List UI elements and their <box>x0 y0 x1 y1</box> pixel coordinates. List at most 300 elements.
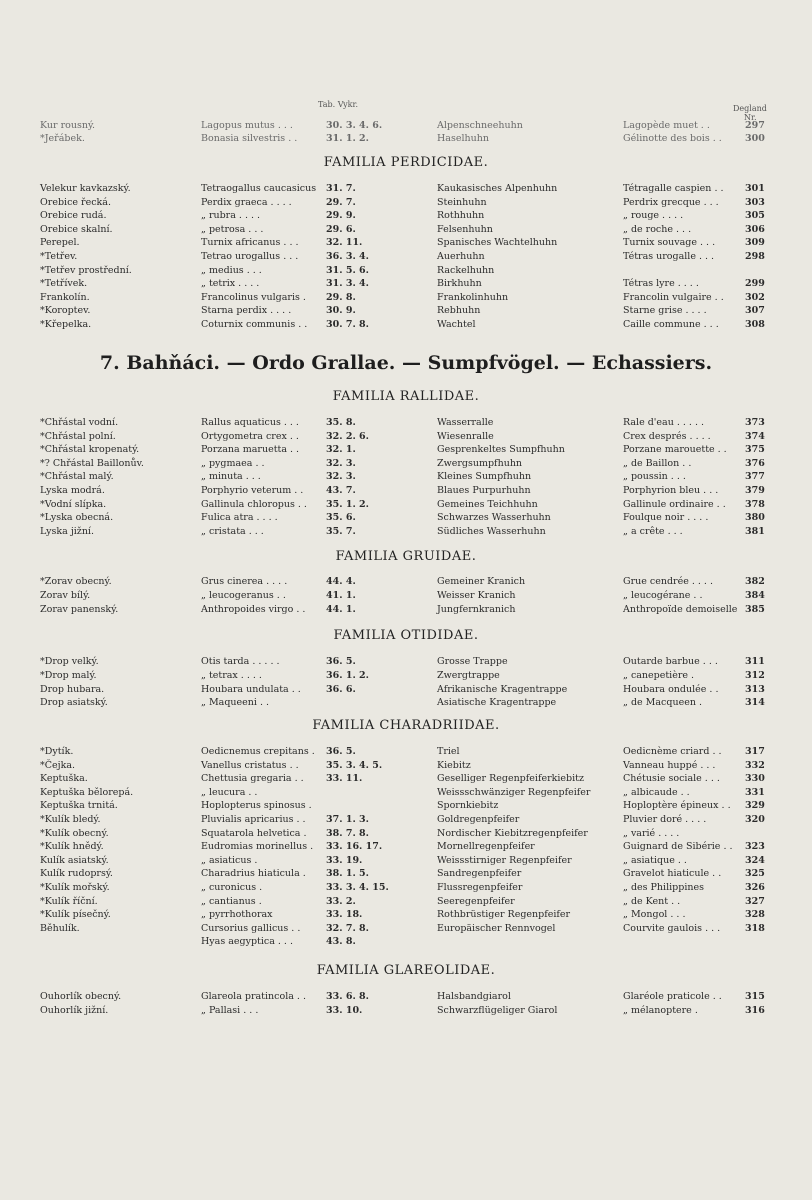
name-german: Weisser Kranich <box>437 589 516 601</box>
degland-number: 384 <box>745 589 765 601</box>
name-latin: „ asiaticus . <box>201 854 258 866</box>
table-row <box>0 854 812 867</box>
name-french: „ de Baillon . . <box>623 457 692 469</box>
name-french: „ des Philippines <box>623 882 704 893</box>
plate-ref: 36. 3. 4. <box>326 251 369 262</box>
table-row <box>0 772 812 785</box>
name-french: Glaréole praticole . . <box>623 991 722 1002</box>
section-title-rallidae: FAMILIA RALLIDAE. <box>332 389 480 404</box>
plate-ref: 33. 3. 4. 15. <box>326 882 389 893</box>
name-latin: „ cantianus . <box>201 895 262 907</box>
name-latin: Charadrius hiaticula . <box>201 868 306 880</box>
name-german: Wachtel <box>437 319 476 330</box>
name-german: Steinhuhn <box>437 196 487 208</box>
table-row <box>0 443 812 456</box>
name-latin: Glareola pratincola . . <box>201 991 306 1002</box>
name-french: „ de roche . . . <box>623 223 692 235</box>
plate-ref: 32. 11. <box>326 237 363 249</box>
plate-ref: 44. 1. <box>326 603 356 615</box>
name-german: Weissschwänziger Regenpfeifer <box>437 786 591 798</box>
degland-number: 327 <box>745 895 765 907</box>
name-french: „ a crête . . . <box>623 525 683 537</box>
degland-number: 329 <box>745 800 765 812</box>
name-cz: *Lyska obecná. <box>40 512 114 524</box>
name-cz: *Zorav obecný. <box>40 576 112 587</box>
name-cz: *Chřástal polní. <box>40 430 116 442</box>
name-german: Alpenschneehuhn <box>437 120 523 131</box>
name-latin: Houbara undulata . . <box>201 683 301 695</box>
table-row <box>0 223 812 236</box>
degland-number: 379 <box>745 485 765 496</box>
plate-ref: 35. 1. 2. <box>326 498 369 510</box>
table-row <box>0 511 812 524</box>
name-latin: Pluvialis apricarius . . <box>201 814 306 825</box>
name-latin: Eudromias morinellus . <box>201 841 314 853</box>
degland-number: 305 <box>745 210 765 222</box>
name-latin: Hyas aegyptica . . . <box>201 936 293 948</box>
table-row <box>0 655 812 668</box>
name-german: Seeregenpfeifer <box>437 895 515 907</box>
name-cz: Kulík rudoprsý. <box>40 868 113 880</box>
name-german: Gesprenkeltes Sumpfhuhn <box>437 444 565 456</box>
plate-ref: 30. 7. 8. <box>326 319 369 330</box>
name-german: Mornellregenpfeifer <box>437 841 535 853</box>
degland-number: 326 <box>745 882 765 893</box>
plate-ref: 36. 6. <box>326 683 356 695</box>
name-french: Chétusie sociale . . . <box>623 773 720 785</box>
table-row <box>0 119 812 132</box>
name-french: Starne grise . . . . <box>623 305 707 317</box>
name-latin: „ petrosa . . . <box>201 223 264 235</box>
name-cz: *Drop malý. <box>40 669 97 681</box>
name-german: Rebhuhn <box>437 305 481 317</box>
name-cz: *Čejka. <box>40 759 76 771</box>
name-french: Grue cendrée . . . . <box>623 576 713 587</box>
table-row <box>0 867 812 880</box>
name-cz: *Chřástal malý. <box>40 471 114 483</box>
name-cz: Zorav panenský. <box>40 603 119 615</box>
table-row <box>0 683 812 696</box>
table-row <box>0 525 812 538</box>
degland-number: 376 <box>745 457 765 469</box>
name-latin: Starna perdix . . . . <box>201 305 292 317</box>
name-french: „ poussin . . . <box>623 471 686 483</box>
name-latin: „ curonicus . <box>201 882 263 893</box>
table-row <box>0 895 812 908</box>
name-cz: *Chřástal vodní. <box>40 417 119 428</box>
table-row <box>0 498 812 511</box>
name-latin: „ Maqueeni . . <box>201 697 270 709</box>
plate-ref: 33. 16. 17. <box>326 841 383 853</box>
name-german: Rackelhuhn <box>437 264 495 276</box>
name-french: „ mélanoptere . <box>623 1004 698 1016</box>
name-latin: Bonasia silvestris . . <box>201 132 298 144</box>
plate-ref: 29. 8. <box>326 291 356 303</box>
name-german: Schwarzes Wasserhuhn <box>437 512 551 524</box>
degland-header: Degland <box>733 104 767 113</box>
table-row <box>0 1004 812 1017</box>
table-row <box>0 470 812 483</box>
name-french: Oedicnème criard . . <box>623 746 722 757</box>
degland-number: 316 <box>745 1004 765 1016</box>
table-row <box>0 304 812 317</box>
name-german: Blaues Purpurhuhn <box>437 485 531 496</box>
name-german: Frankolinhuhn <box>437 291 509 303</box>
name-french: „ asiatique . . <box>623 854 687 866</box>
table-row <box>0 990 812 1003</box>
name-french: „ varié . . . . <box>623 827 680 839</box>
name-cz: *Tetřev prostřední. <box>40 264 132 276</box>
degland-number: 311 <box>745 656 765 667</box>
name-french: Porphyrion bleu . . . <box>623 485 719 496</box>
name-cz: *Jeřábek. <box>40 132 85 144</box>
degland-number: 317 <box>745 746 765 757</box>
table-row <box>0 457 812 470</box>
plate-ref: 44. 4. <box>326 576 356 587</box>
name-german: Asiatische Kragentrappe <box>437 697 557 709</box>
name-french: Hoploptère épineux . . <box>623 800 731 812</box>
degland-number: 307 <box>745 305 765 317</box>
name-latin: Vanellus cristatus . . <box>201 759 299 771</box>
name-french: Rale d'eau . . . . . <box>623 417 705 428</box>
name-latin: Otis tarda . . . . . <box>201 656 280 667</box>
name-cz: *Koroptev. <box>40 305 91 317</box>
name-cz: *Dytík. <box>40 746 74 757</box>
name-cz: *Vodní slípka. <box>40 498 107 510</box>
name-latin: „ tetrax . . . . <box>201 669 262 681</box>
name-french: „ de Macqueen . <box>623 697 702 709</box>
name-german: Haselhuhn <box>437 132 489 144</box>
name-latin: Gallinula chloropus . . <box>201 498 307 510</box>
name-german: Zwergtrappe <box>437 669 500 681</box>
plate-ref: 43. 8. <box>326 936 356 948</box>
name-cz: *Tetřívek. <box>40 278 88 290</box>
plate-ref: 43. 7. <box>326 485 356 496</box>
name-german: Spornkiebitz <box>437 800 499 812</box>
name-german: Weissstirniger Regenpfeifer <box>437 854 572 866</box>
name-latin: Turnix africanus . . . <box>201 237 299 249</box>
name-german: Kaukasisches Alpenhuhn <box>437 183 558 194</box>
name-german: Triel <box>437 746 460 757</box>
plate-ref: 33. 6. 8. <box>326 991 369 1002</box>
nr-header: Nr. <box>744 113 757 122</box>
name-french: Guignard de Sibérie . . <box>623 841 733 853</box>
degland-number: 328 <box>745 909 765 921</box>
plate-ref: 31. 1. 2. <box>326 132 369 144</box>
name-french: Tétras urogalle . . . <box>623 251 715 262</box>
name-german: Wasserralle <box>437 417 494 428</box>
name-french: Outarde barbue . . . <box>623 656 718 667</box>
name-cz: *Drop velký. <box>40 656 99 667</box>
name-german: Felsenhuhn <box>437 223 493 235</box>
name-german: Flussregenpfeifer <box>437 882 523 893</box>
name-german: Grosse Trappe <box>437 656 508 667</box>
degland-number: 377 <box>745 471 765 483</box>
name-latin: „ pygmaea . . <box>201 457 265 469</box>
plate-ref: 33. 19. <box>326 854 363 866</box>
table-row <box>0 250 812 263</box>
name-french: Gélinotte des bois . . <box>623 132 722 144</box>
name-german: Auerhuhn <box>437 251 485 262</box>
name-cz: *Kulík hnědý. <box>40 841 104 853</box>
name-german: Gemeiner Kranich <box>437 576 526 587</box>
name-french: Gravelot hiaticule . . <box>623 868 722 880</box>
plate-ref: 31. 3. 4. <box>326 278 369 290</box>
name-latin: Porzana maruetta . . <box>201 444 300 456</box>
plate-ref: 36. 5. <box>326 746 356 757</box>
degland-number: 306 <box>745 223 765 235</box>
name-german: Jungfernkranich <box>437 603 516 615</box>
name-latin: „ leucogeranus . . <box>201 589 286 601</box>
degland-number: 375 <box>745 444 765 456</box>
name-french: „ canepetière . <box>623 669 695 681</box>
table-row <box>0 603 812 616</box>
degland-number: 382 <box>745 576 765 587</box>
name-german: Rothbrüstiger Regenpfeifer <box>437 909 571 921</box>
name-latin: „ tetrix . . . . <box>201 278 260 290</box>
plate-ref: 32. 3. <box>326 471 356 483</box>
name-latin: Cursorius gallicus . . <box>201 922 301 934</box>
name-cz: Orebice rudá. <box>40 210 107 222</box>
name-cz: Velekur kavkazský. <box>40 183 131 194</box>
plate-ref: 41. 1. <box>326 589 356 601</box>
name-french: „ rouge . . . . <box>623 210 684 222</box>
table-row <box>0 416 812 429</box>
name-french: Houbara ondulée . . <box>623 683 719 695</box>
name-german: Nordischer Kiebitzregenpfeifer <box>437 827 588 839</box>
name-latin: Lagopus mutus . . . <box>201 120 293 131</box>
name-latin: „ medius . . . <box>201 264 262 276</box>
name-latin: „ pyrrhothorax <box>201 909 273 921</box>
name-cz: Lyska modrá. <box>40 485 105 496</box>
name-french: Crex després . . . . <box>623 430 711 442</box>
table-row <box>0 922 812 935</box>
table-row <box>0 745 812 758</box>
table-row <box>0 908 812 921</box>
name-french: Foulque noir . . . . <box>623 512 709 524</box>
degland-number: 325 <box>745 868 765 880</box>
table-row <box>0 209 812 222</box>
name-french: Porzane marouette . . <box>623 444 727 456</box>
table-row <box>0 484 812 497</box>
table-row <box>0 291 812 304</box>
degland-number: 302 <box>745 291 765 303</box>
name-latin: Rallus aquaticus . . . <box>201 417 299 428</box>
degland-number: 378 <box>745 498 765 510</box>
table-row <box>0 318 812 331</box>
name-latin: Anthropoides virgo . . <box>201 603 306 615</box>
table-row <box>0 264 812 277</box>
degland-number: 331 <box>745 786 765 798</box>
degland-number: 312 <box>745 669 765 681</box>
degland-number: 385 <box>745 603 765 615</box>
degland-number: 308 <box>745 319 765 330</box>
table-row <box>0 575 812 588</box>
name-french: „ de Kent . . <box>623 895 681 907</box>
name-cz: Orebice řecká. <box>40 196 111 208</box>
plate-ref: 33. 2. <box>326 895 356 907</box>
name-cz: Frankolín. <box>40 291 90 303</box>
name-german: Birkhuhn <box>437 278 482 290</box>
name-cz: *Kulík říční. <box>40 895 98 907</box>
name-latin: Chettusia gregaria . . <box>201 773 304 785</box>
name-german: Gemeines Teichhuhn <box>437 498 538 510</box>
name-german: Goldregenpfeifer <box>437 814 520 825</box>
name-cz: Lyska jižní. <box>40 525 94 537</box>
plate-ref: 31. 5. 6. <box>326 264 369 276</box>
plate-ref: 37. 1. 3. <box>326 814 369 825</box>
name-cz: *Kulík bledý. <box>40 814 101 825</box>
name-cz: Kulík asiatský. <box>40 854 109 866</box>
tab-header: Tab. Vykr. <box>318 100 358 109</box>
name-german: Wiesenralle <box>437 430 494 442</box>
name-german: Europäischer Rennvogel <box>437 922 556 934</box>
plate-ref: 29. 6. <box>326 223 356 235</box>
table-row <box>0 196 812 209</box>
name-latin: Coturnix communis . . <box>201 319 308 330</box>
degland-number: 301 <box>745 183 765 194</box>
section-title-glareolidae: FAMILIA GLAREOLIDAE. <box>316 963 496 978</box>
order-heading: 7. Bahňáci. — Ordo Grallae. — Sumpfvögel. — Echassiers. <box>99 352 713 374</box>
plate-ref: 29. 7. <box>326 196 356 208</box>
name-french: Tétras lyre . . . . <box>623 278 699 290</box>
plate-ref: 33. 18. <box>326 909 363 921</box>
plate-ref: 29. 9. <box>326 210 356 222</box>
degland-number: 300 <box>745 132 765 144</box>
plate-ref: 32. 3. <box>326 457 356 469</box>
name-german: Geselliger Regenpfeiferkiebitz <box>437 773 584 785</box>
name-french: Francolin vulgaire . . <box>623 291 724 303</box>
degland-number: 323 <box>745 841 765 853</box>
plate-ref: 38. 7. 8. <box>326 827 369 839</box>
name-cz: *Kulík mořský. <box>40 882 110 893</box>
name-german: Südliches Wasserhuhn <box>437 525 546 537</box>
degland-number: 309 <box>745 237 765 249</box>
name-cz: *Křepelka. <box>40 319 92 330</box>
name-cz: Orebice skalní. <box>40 223 113 235</box>
table-row <box>0 813 812 826</box>
table-row <box>0 840 812 853</box>
name-latin: Fulica atra . . . . <box>201 512 278 524</box>
degland-number: 298 <box>745 251 765 262</box>
degland-number: 315 <box>745 991 765 1002</box>
table-row <box>0 827 812 840</box>
name-cz: *Kulík písečný. <box>40 909 111 921</box>
name-latin: Tetraogallus caucasicus <box>201 183 317 194</box>
plate-ref: 30. 9. <box>326 305 356 317</box>
name-french: Perdrix grecque . . . <box>623 196 719 208</box>
name-french: Lagopède muet . . <box>623 120 710 131</box>
table-row <box>0 430 812 443</box>
degland-number: 303 <box>745 196 765 208</box>
table-row <box>0 799 812 812</box>
table-row <box>0 132 812 145</box>
degland-number: 332 <box>745 759 765 771</box>
table-row <box>0 589 812 602</box>
name-latin: „ cristata . . . <box>201 525 264 537</box>
name-german: Halsbandgiarol <box>437 991 511 1002</box>
name-latin: Francolinus vulgaris . <box>201 291 306 303</box>
name-cz: Keptuška bělorepá. <box>40 786 134 798</box>
name-latin: Porphyrio veterum . . <box>201 485 304 496</box>
plate-ref: 32. 1. <box>326 444 356 456</box>
name-french: „ leucogérane . . <box>623 589 703 601</box>
table-row <box>0 182 812 195</box>
table-row <box>0 236 812 249</box>
section-title-gruidae: FAMILIA GRUIDAE. <box>335 549 477 564</box>
table-row <box>0 696 812 709</box>
plate-ref: 38. 1. 5. <box>326 868 369 880</box>
name-cz: Zorav bílý. <box>40 589 91 601</box>
name-cz: *? Chřástal Baillonův. <box>40 457 144 469</box>
name-latin: Tetrao urogallus . . . <box>201 251 299 262</box>
section-title-charadriidae: FAMILIA CHARADRIIDAE. <box>312 718 500 733</box>
name-latin: Hoplopterus spinosus . <box>201 800 312 812</box>
name-cz: Perepel. <box>40 237 80 249</box>
degland-number: 380 <box>745 512 765 524</box>
section-title-otididae: FAMILIA OTIDIDAE. <box>333 628 479 643</box>
plate-ref: 33. 11. <box>326 773 363 785</box>
plate-ref: 36. 1. 2. <box>326 669 369 681</box>
name-latin: Squatarola helvetica . <box>201 827 307 839</box>
name-cz: Drop asiatský. <box>40 697 108 709</box>
name-french: Turnix souvage . . . <box>623 237 716 249</box>
plate-ref: 32. 7. 8. <box>326 922 369 934</box>
name-french: Vanneau huppé . . . <box>623 759 716 771</box>
name-german: Schwarzflügeliger Giarol <box>437 1004 558 1016</box>
plate-ref: 33. 10. <box>326 1004 363 1016</box>
name-german: Rothhuhn <box>437 210 485 222</box>
name-french: Caille commune . . . <box>623 319 719 330</box>
name-cz: Ouhorlík jižní. <box>40 1004 109 1016</box>
table-row <box>0 669 812 682</box>
name-cz: *Kulík obecný. <box>40 827 109 839</box>
plate-ref: 35. 6. <box>326 512 356 524</box>
name-cz: Kur rousný. <box>40 120 96 131</box>
name-cz: *Tetřev. <box>40 251 78 262</box>
name-french: „ Mongol . . . <box>623 909 686 921</box>
name-french: Anthropoïde demoiselle <box>623 603 738 615</box>
name-latin: „ rubra . . . . <box>201 210 261 222</box>
plate-ref: 31. 7. <box>326 183 356 194</box>
name-german: Afrikanische Kragentrappe <box>437 683 568 695</box>
degland-number: 320 <box>745 814 765 825</box>
name-german: Zwergsumpfhuhn <box>437 457 523 469</box>
plate-ref: 30. 3. 4. 6. <box>326 120 383 131</box>
name-latin: Perdix graeca . . . . <box>201 196 292 208</box>
degland-number: 297 <box>745 120 765 131</box>
name-french: Pluvier doré . . . . <box>623 814 707 825</box>
plate-ref: 32. 2. 6. <box>326 430 369 442</box>
name-cz: Drop hubara. <box>40 683 105 695</box>
name-german: Kleines Sumpfhuhn <box>437 471 532 483</box>
name-french: Gallinule ordinaire . . <box>623 498 726 510</box>
name-latin: „ minuta . . . <box>201 471 261 483</box>
name-latin: „ Pallasi . . . <box>201 1004 259 1016</box>
degland-number: 318 <box>745 922 765 934</box>
name-german: Kiebitz <box>437 759 471 771</box>
name-latin: „ leucura . . <box>201 786 258 798</box>
plate-ref: 35. 8. <box>326 417 356 428</box>
degland-number: 373 <box>745 417 765 428</box>
name-cz: Keptuška. <box>40 773 88 785</box>
degland-number: 324 <box>745 854 765 866</box>
degland-number: 330 <box>745 773 765 785</box>
name-latin: Grus cinerea . . . . <box>201 576 288 587</box>
name-french: „ albicaude . . <box>623 786 690 798</box>
name-cz: Běhulík. <box>40 922 80 934</box>
degland-number: 314 <box>745 697 765 709</box>
